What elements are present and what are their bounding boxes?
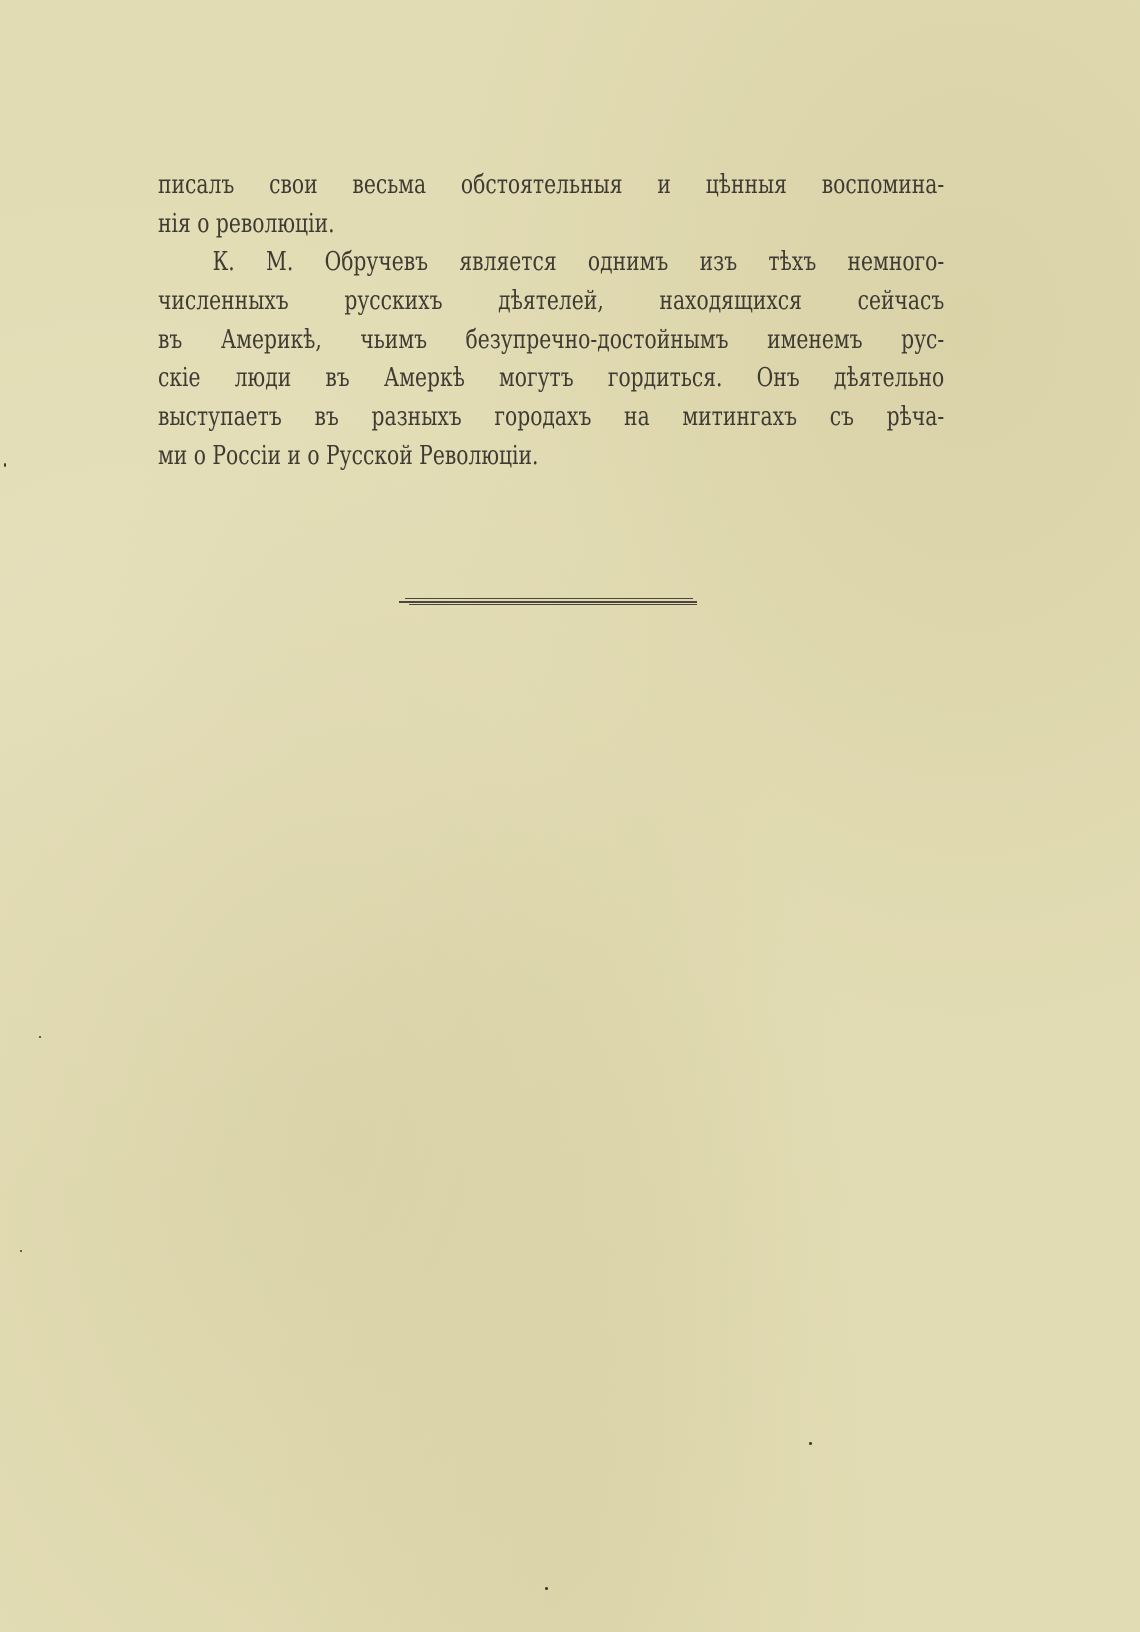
section-divider <box>399 597 697 605</box>
ink-speck <box>809 1442 812 1445</box>
text-line: въ Америкѣ, чьимъ безупречно-достойнымъ именемъ рус- <box>158 324 945 355</box>
text-line: ми о Россіи и о Русской Революціи. <box>158 440 539 471</box>
ink-speck <box>4 463 6 467</box>
text-line: К. М. Обручевъ является однимъ изъ тѣхъ немного- <box>212 247 945 278</box>
divider-rule <box>405 598 693 599</box>
divider-rule <box>399 601 697 603</box>
text-line: писалъ свои весьма обстоятельныя и цѣнныя воспомина- <box>158 170 945 200</box>
ink-speck <box>20 1250 22 1252</box>
divider-rule <box>409 604 697 605</box>
text-line: численныхъ русскихъ дѣятелей, находящихся сейчасъ <box>158 286 945 317</box>
text-line: нія о революціи. <box>158 208 335 239</box>
ink-speck <box>39 1036 41 1038</box>
text-line: выступаетъ въ разныхъ городахъ на митингахъ съ рѣча- <box>158 402 945 433</box>
body-text <box>158 166 944 476</box>
text-line: скіе люди въ Амеркѣ могутъ гордиться. Онъ дѣятельно <box>158 363 945 394</box>
ink-speck <box>545 1587 548 1590</box>
